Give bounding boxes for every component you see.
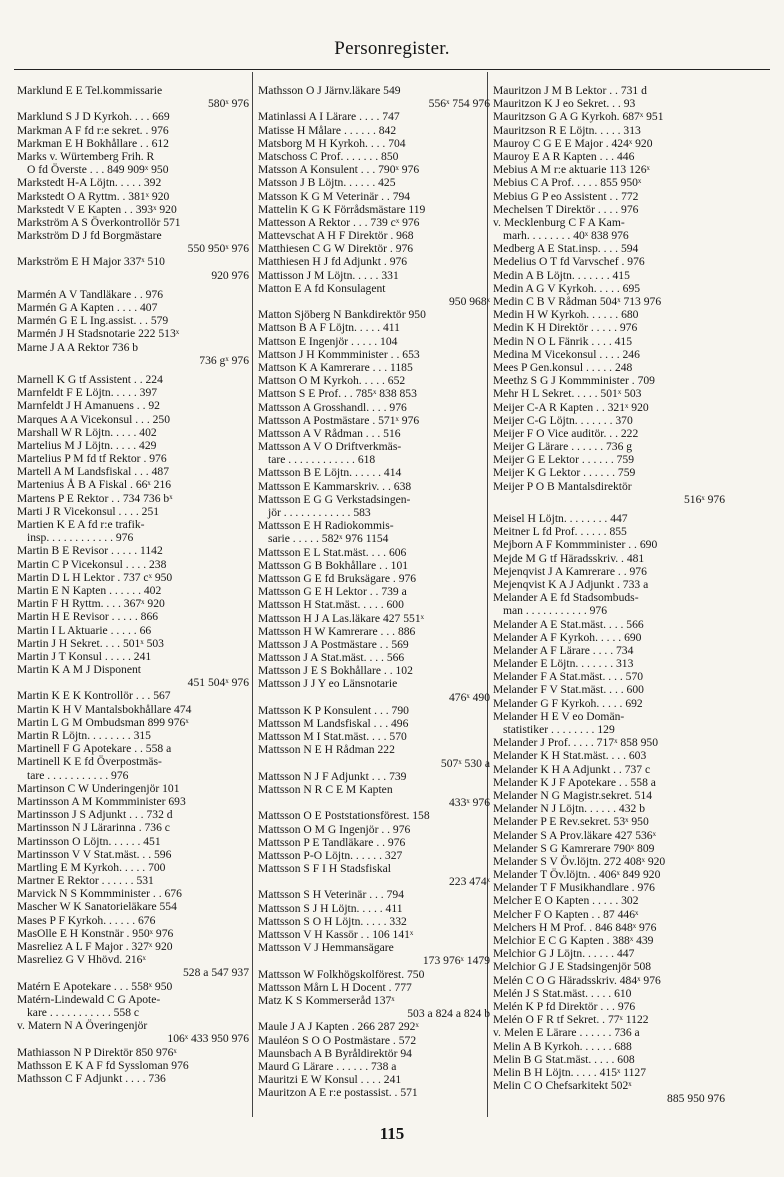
register-entry: Markström A S Överkontrollör 571 (17, 215, 181, 229)
register-entry: 950 968ˣ (448, 295, 490, 308)
register-entry: Meijer C-A R Kapten . . 321ˣ 920 (493, 400, 649, 414)
register-entry: Melchior G J Löjtn. . . . . . 447 (493, 947, 635, 961)
register-entry: Maunsbach A B Byråldirektör 94 (258, 1046, 412, 1060)
register-entry: Martelius P M fd tf Rektor . 976 (17, 452, 167, 466)
register-entry: Marmén G E L Ing.assist. . . 579 (17, 314, 169, 328)
register-entry: Medin A G V Kyrkoh. . . . . 695 (493, 281, 641, 295)
register-entry: marh. . . . . . . . 40ˣ 838 976 (503, 229, 629, 243)
register-entry: Melander H E V eo Domän- (493, 709, 625, 723)
register-entry: Martin J T Konsul . . . . . 241 (17, 649, 152, 663)
register-entry: Martin F H Ryttm. . . . 367ˣ 920 (17, 597, 165, 611)
register-entry: 528 a 547 937 (182, 966, 249, 980)
register-entry: Melander E Löjtn. . . . . . . 313 (493, 657, 634, 671)
register-entry: 507ˣ 530 a (440, 756, 490, 770)
register-entry: Mattsson G E H Lektor . . 739 a (258, 585, 407, 599)
register-entry: Martelius M J Löjtn. . . . . 429 (17, 438, 157, 452)
register-entry: Matérn E Apotekare . . . 558ˣ 950 (17, 979, 173, 993)
register-entry: Mattsson M I Stat.mäst. . . . 570 (258, 730, 407, 744)
register-entry: Meijer F O Vice auditör. . . 222 (493, 426, 639, 440)
register-entry: v. Matern N A Överingenjör (17, 1019, 148, 1033)
register-column-2 (258, 84, 496, 1099)
register-entry: Martell A M Landsfiskal . . . 487 (17, 465, 169, 479)
register-entry: Mattsson S H Veterinär . . . 794 (258, 888, 404, 902)
register-entry: Medelius O T fd Varvschef . 976 (493, 255, 645, 269)
register-entry: O fd Överste . . . 849 909ˣ 950 (27, 163, 169, 177)
register-entry: Mattsson K P Konsulent . . . 790 (258, 703, 409, 717)
register-entry: Martner E Rektor . . . . . . 531 (17, 874, 154, 888)
register-entry: tare . . . . . . . . . . . . 618 (268, 453, 376, 467)
register-entry: Marmén J H Stadsnotarie 222 513ˣ (17, 327, 180, 341)
register-entry: kare . . . . . . . . . . . 558 c (27, 1005, 140, 1019)
register-entry: Mattsson H J A Las.läkare 427 551ˣ (258, 611, 424, 625)
register-entry: Meitner L fd Prof. . . . . . 855 (493, 525, 627, 539)
register-entry: Mattsson E L Stat.mäst. . . . 606 (258, 545, 407, 559)
register-entry: Mejenqvist K A J Adjunkt . 733 a (493, 577, 649, 591)
register-entry: Mattsson H W Kamrerare . . . 886 (258, 624, 416, 638)
register-entry: Mebius C A Prof. . . . . 855 950ˣ (493, 176, 642, 190)
register-entry: Melander N J Löjtn. . . . . . 432 b (493, 802, 645, 816)
register-entry: Melander F V Stat.mäst. . . . 600 (493, 683, 644, 697)
register-entry: Mauritzon A E r:e postassist. . 571 (258, 1086, 418, 1100)
header-rule (14, 69, 770, 70)
register-entry: tare . . . . . . . . . . . 976 (27, 768, 129, 782)
register-entry: Mattsson B E Löjtn. . . . . . 414 (258, 466, 402, 480)
register-entry: Mathsson C F Adjunkt . . . . 736 (17, 1071, 166, 1085)
register-entry: Marmén G A Kapten . . . . 407 (17, 301, 158, 314)
register-entry: Mattson J H Kommminister . . 653 (258, 347, 420, 361)
register-entry: Meisel H Löjtn. . . . . . . . 447 (493, 512, 628, 525)
register-entry: Matz K S Kommerseråd 137ˣ (258, 993, 395, 1007)
register-entry: Martinsson N J Lärarinna . 736 c (17, 821, 170, 835)
register-entry: Matsson J B Löjtn. . . . . . 425 (258, 176, 396, 190)
register-entry: Matérn-Lindewald C G Apote- (17, 992, 161, 1006)
register-entry: Meijer C-G Löjtn. . . . . . . 370 (493, 413, 633, 427)
register-entry: Mattsson E H Radiokommis- (258, 519, 394, 533)
register-entry: Mauritzson G A G Kyrkoh. 687ˣ 951 (493, 110, 664, 124)
register-entry: Matschoss C Prof. . . . . . . 850 (258, 149, 399, 163)
register-entry: Markstedt O A Ryttm. . 381ˣ 920 (17, 189, 170, 203)
register-entry: Marmén A V Tandläkare . . 976 (17, 287, 164, 301)
register-entry: Melin B G Stat.mäst. . . . . 608 (493, 1052, 635, 1066)
register-entry: Martling E M Kyrkoh. . . . . 700 (17, 860, 166, 874)
register-entry: Melander S V Öv.löjtn. 272 408ˣ 920 (493, 854, 666, 868)
register-entry: Mattsson A Grosshandl. . . . 976 (258, 400, 407, 414)
register-entry: Mauritzon K J eo Sekret. . . 93 (493, 97, 636, 111)
register-entry: Matthiesen H J fd Adjunkt . 976 (258, 255, 408, 269)
register-entry: Mattsson P-O Löjtn. . . . . . 327 (258, 848, 403, 862)
register-entry: Martin B E Revisor . . . . . 1142 (17, 544, 163, 558)
register-entry: Melander N G Magistr.sekret. 514 (493, 788, 653, 802)
register-entry: Mattsson J E S Bokhållare . . 102 (258, 664, 413, 678)
register-entry: Mattsson E G G Verkstadsingen- (258, 492, 411, 506)
register-entry: Markman E H Bokhållare . . 612 (17, 136, 169, 150)
register-entry: Mattsson A V Rådman . . . 516 (258, 426, 401, 440)
register-entry: Meijer G E Lektor . . . . . . 759 (493, 453, 635, 467)
register-entry: Melander K H Stat.mäst. . . . 603 (493, 749, 647, 763)
register-entry: v. Melen E Lärare . . . . . . 736 a (493, 1026, 640, 1040)
register-entry: 223 474ˣ (448, 875, 490, 889)
register-entry: 516ˣ 976 (683, 492, 725, 506)
register-entry: Mattsson M Landsfiskal . . . 496 (258, 717, 409, 730)
register-entry: Mattson S E Prof. . . 785ˣ 838 853 (258, 387, 417, 401)
register-entry: Mattsson S F I H Stadsfiskal (258, 862, 392, 876)
register-entry: Meijer G Lärare . . . . . . 736 g (493, 440, 633, 454)
register-entry: Melchior E C G Kapten . 388ˣ 439 (493, 934, 654, 947)
register-entry: Melander S G Kamrerare 790ˣ 809 (493, 841, 655, 855)
register-entry: Melander K H A Adjunkt . . 737 c (493, 762, 651, 776)
register-entry: Martien K E A fd r:e trafik- (17, 518, 145, 531)
register-entry: Marti J R Vicekonsul . . . . 251 (17, 504, 160, 518)
register-entry: Martenius Å B A Fiskal . 66ˣ 216 (17, 478, 172, 492)
register-entry: Markman A F fd r:e sekret. . 976 (17, 123, 169, 137)
register-entry: Mattsson G E fd Bruksägare . 976 (258, 571, 417, 585)
register-entry: Mattsson E Kammarskriv. . . 638 (258, 479, 412, 493)
register-entry: Martin H E Revisor . . . . . 866 (17, 610, 159, 624)
page-number: 115 (379, 1124, 405, 1143)
register-entry: Mattsson A Postmästare . 571ˣ 976 (258, 413, 420, 427)
register-entry: Melander A F Kyrkoh. . . . . 690 (493, 630, 642, 644)
register-entry: Matton Sjöberg N Bankdirektör 950 (258, 308, 426, 322)
register-entry: 106ˣ 433 950 976 (167, 1032, 249, 1046)
register-entry: Marnfeldt F E Löjtn. . . . . 397 (17, 386, 158, 400)
register-entry: Medberg A E Stat.insp. . . . 594 (493, 242, 639, 256)
register-entry: Mattson K A Kamrerare . . . 1185 (258, 360, 413, 374)
register-entry: Martin E N Kapten . . . . . . 402 (17, 583, 162, 597)
register-entry: Marshall W R Löjtn. . . . . 402 (17, 425, 157, 439)
register-entry: Melén O F R tf Sekret. . 77ˣ 1122 (493, 1013, 649, 1027)
register-column-3 (493, 84, 731, 1105)
page-title: Personregister. (334, 38, 450, 59)
register-entry: Martin J H Sekret. . . . 501ˣ 503 (17, 636, 164, 650)
register-entry: Melin A B Kyrkoh. . . . . . 688 (493, 1039, 632, 1053)
register-entry: Martinson C W Underingenjör 101 (17, 781, 180, 795)
register-entry: Mejenqvist J A Kamrerare . . 976 (493, 564, 647, 578)
register-entry: Matton E A fd Konsulagent (258, 281, 386, 295)
register-entry: Melander T F Musikhandlare . 976 (493, 881, 655, 895)
register-entry: Martin R Löjtn. . . . . . . . 315 (17, 729, 151, 742)
register-entry: Mattsson G B Bokhållare . . 101 (258, 558, 409, 572)
register-entry: Mathiasson N P Direktör 850 976ˣ (17, 1045, 177, 1059)
register-entry: Mauroy C G E E Major . 424ˣ 920 (493, 136, 653, 150)
register-entry: Matthiesen C G W Direktör . 976 (258, 242, 414, 256)
register-entry: Marne J A A Rektor 736 b (17, 340, 139, 354)
register-entry: 451 504ˣ 976 (187, 676, 249, 690)
register-entry: Mauritzon J M B Lektor . . 731 d (493, 84, 647, 97)
register-entry: 550 950ˣ 976 (187, 242, 249, 256)
register-entry: 173 976ˣ 1479 (422, 954, 490, 968)
register-entry: Marnell K G tf Assistent . . 224 (17, 372, 163, 386)
register-entry: Mauroy E A R Kapten . . . 446 (493, 149, 635, 163)
register-entry: MasOlle E H Konstnär . 950ˣ 976 (17, 926, 174, 940)
register-entry: Mascher W K Sanatorieläkare 554 (17, 900, 177, 914)
register-entry: Medin H W Kyrkoh. . . . . . 680 (493, 308, 639, 322)
register-entry: Mattevschat A H F Direktör . 968 (258, 229, 414, 243)
register-entry: 556ˣ 754 976 (428, 97, 490, 111)
register-entry: Martin C P Vicekonsul . . . . 238 (17, 557, 167, 571)
register-entry: Markström E H Major 337ˣ 510 (17, 255, 165, 269)
register-entry: Mattsson V H Kassör . . 106 141ˣ (258, 928, 414, 941)
register-entry: Martinell K E fd Överpostmäs- (17, 755, 162, 769)
register-entry: Mattsson N J F Adjunkt . . . 739 (258, 769, 407, 783)
register-entry: Mebius A M r:e aktuarie 113 126ˣ (493, 163, 650, 177)
register-entry: Markström D J fd Borgmästare (17, 229, 162, 243)
register-entry: Mases P F Kyrkoh. . . . . . 676 (17, 913, 156, 927)
register-entry: sarie . . . . . 582ˣ 976 1154 (268, 532, 389, 546)
register-entry: Martin L G M Ombudsman 899 976ˣ (17, 715, 189, 729)
register-entry: Mechelsen T Direktör . . . . 976 (493, 202, 639, 216)
register-entry: Matisse H Målare . . . . . . 842 (258, 123, 397, 137)
register-entry: v. Mecklenburg C F A Kam- (493, 215, 625, 229)
register-entry: Matsson K G M Veterinär . . 794 (258, 189, 411, 203)
register-entry: Mattsson Mårn L H Docent . 777 (258, 980, 412, 994)
register-entry: Melander P E Rev.sekret. 53ˣ 950 (493, 815, 649, 829)
register-entry: 885 950 976 (667, 1092, 725, 1106)
register-entry: Mebius G P eo Assistent . . 772 (493, 189, 639, 203)
register-entry: Martens P E Rektor . . 734 736 bˣ (17, 491, 173, 505)
register-entry: Mattelin K G K Förrådsmästare 119 (258, 202, 426, 216)
register-entry: Medin C B V Rådman 504ˣ 713 976 (493, 295, 662, 308)
register-entry: Mattsson J J Y eo Länsnotarie (258, 677, 398, 691)
register-entry: Melander A E Stat.mäst. . . . 566 (493, 617, 644, 631)
register-entry: Mattsson S J H Löjtn. . . . . 411 (258, 901, 403, 915)
register-entry: Melander F A Stat.mäst. . . . 570 (493, 670, 644, 684)
register-entry: Markstedt H-A Löjtn. . . . . 392 (17, 176, 162, 190)
register-entry: Melander A E fd Stadsombuds- (493, 591, 639, 605)
register-entry: 736 gˣ 976 (199, 353, 249, 367)
register-entry: Marklund S J D Kyrkoh. . . . 669 (17, 110, 170, 124)
register-entry: Masreliez G V Hhövd. 216ˣ (17, 953, 146, 967)
register-entry: Martin K A M J Disponent (17, 663, 141, 677)
register-entry: Mattisson J M Löjtn. . . . . 331 (258, 268, 399, 282)
register-entry: Mattsson V J Hemmansägare (258, 941, 394, 955)
register-entry: Marklund E E Tel.kommissarie (17, 84, 163, 97)
register-entry: Melcher E O Kapten . . . . . 302 (493, 894, 639, 908)
register-entry: Medin A B Löjtn. . . . . . . 415 (493, 268, 630, 282)
register-entry: 580ˣ 976 (207, 97, 249, 111)
register-entry: Melcher F O Kapten . . 87 446ˣ (493, 907, 639, 921)
register-entry: Mattson E Ingenjör . . . . . 104 (258, 334, 398, 348)
register-entry: Mattsson J A Stat.mäst. . . . 566 (258, 651, 405, 665)
register-entry: Meijer P O B Mantalsdirektör (493, 479, 632, 493)
register-entry: Mauritzson R E Löjtn. . . . . 313 (493, 123, 641, 137)
register-entry: Mees P Gen.konsul . . . . . 248 (493, 360, 633, 374)
register-entry: Melander J Prof. . . . . 717ˣ 858 950 (493, 736, 659, 750)
register-entry: Medin N O L Fänrik . . . . 415 (493, 334, 633, 348)
register-entry: Mathsson E K A F fd Syssloman 976 (17, 1058, 189, 1072)
register-entry: Mattson O M Kyrkoh. . . . . 652 (258, 374, 406, 388)
register-entry: Matsborg M H Kyrkoh. . . . 704 (258, 136, 406, 150)
register-entry: 503 a 824 a 824 b (407, 1007, 490, 1021)
register-entry: Marvick N S Kommminister . . 676 (17, 887, 182, 901)
register-entry: Melin C O Chefsarkitekt 502ˣ (493, 1079, 632, 1093)
register-entry: Marnfeldt J H Amanuens . . 92 (17, 399, 160, 413)
register-entry: Maurd G Lärare . . . . . . 738 a (258, 1059, 397, 1073)
register-entry: Mattsson A V O Driftverkmäs- (258, 440, 402, 454)
register-entry: Mattsson W Folkhögskolförest. 750 (258, 967, 425, 981)
register-entry: Medina M Vicekonsul . . . . 246 (493, 347, 640, 361)
register-entry: Martin K H V Mantalsbokhållare 474 (17, 702, 192, 716)
register-entry: Mattson B A F Löjtn. . . . . 411 (258, 321, 400, 335)
register-entry: 920 976 (211, 268, 249, 282)
register-entry: Mejde M G tf Häradsskriv. . 481 (493, 551, 645, 565)
register-entry: Martin D L H Lektor . 737 cˣ 950 (17, 570, 173, 584)
register-entry: Melander S A Prov.läkare 427 536ˣ (493, 828, 656, 842)
register-entry: insp. . . . . . . . . . . . 976 (27, 531, 134, 545)
register-entry: Mattsson J A Postmästare . . 569 (258, 637, 409, 651)
register-entry: Martin I L Aktuarie . . . . . 66 (17, 623, 152, 637)
register-entry: Melén J S Stat.mäst. . . . . 610 (493, 986, 632, 1000)
register-entry: Mejborn A F Kommminister . . 690 (493, 538, 658, 552)
register-column-1 (17, 84, 255, 1085)
register-entry: Melin B H Löjtn. . . . . 415ˣ 1127 (493, 1065, 646, 1079)
register-entry: Mattsson O M G Ingenjör . . 976 (258, 822, 411, 836)
register-entry: Melander K J F Apotekare . . 558 a (493, 775, 656, 789)
register-entry: jör . . . . . . . . . . . . 583 (268, 506, 371, 519)
register-entry: Meijer K G Lektor . . . . . . 759 (493, 466, 636, 480)
register-entry: Mattsson N R C E M Kapten (258, 782, 393, 796)
register-entry: man . . . . . . . . . . . 976 (503, 604, 608, 618)
register-entry: Martin K E K Kontrollör . . . 567 (17, 689, 171, 703)
register-entry: Markstedt V E Kapten . . 393ˣ 920 (17, 202, 177, 216)
register-entry: Marques A A Vicekonsul . . . 250 (17, 412, 171, 426)
register-entry: Mattsson N E H Rådman 222 (258, 743, 395, 757)
register-entry: Melander T Öv.löjtn. . 406ˣ 849 920 (493, 868, 661, 882)
register-entry: Melander A F Lärare . . . . 734 (493, 643, 634, 657)
register-entry: Melchior G J E Stadsingenjör 508 (493, 960, 652, 974)
register-entry: Melén C O G Häradsskriv. 484ˣ 976 (493, 973, 661, 987)
register-entry: Melchers H M Prof. . 846 848ˣ 976 (493, 920, 657, 934)
register-entry: Masreliez A L F Major . 327ˣ 920 (17, 940, 173, 953)
register-entry: 433ˣ 976 (448, 796, 490, 810)
register-entry: 476ˣ 490 (448, 690, 490, 704)
register-entry: Martinsson A M Kommminister 693 (17, 794, 186, 808)
register-entry: Melander G F Kyrkoh. . . . . 692 (493, 696, 643, 710)
register-entry: Meethz S G J Kommminister . 709 (493, 374, 655, 388)
register-entry: statistiker . . . . . . . . 129 (503, 723, 615, 736)
register-entry: Mathsson O J Järnv.läkare 549 (258, 84, 401, 97)
register-entry: Marks v. Würtemberg Frih. R (17, 149, 155, 163)
register-entry: Melén K P fd Direktör . . . 976 (493, 999, 636, 1013)
register-entry: Mattsson S O H Löjtn. . . . . 332 (258, 914, 407, 928)
register-entry: Mattsson O E Poststationsförest. 158 (258, 809, 430, 823)
register-entry: Mehr H L Sekret. . . . . 501ˣ 503 (493, 387, 642, 401)
register-entry: Martinsson V V Stat.mäst. . . 596 (17, 847, 172, 861)
register-entry: Martinsson J S Adjunkt . . . 732 d (17, 808, 173, 822)
register-entry: Medin K H Direktör . . . . . 976 (493, 321, 638, 335)
register-entry: Mattsson P E Tandläkare . . 976 (258, 835, 406, 849)
register-entry: Maule J A J Kapten . 266 287 292ˣ (258, 1020, 419, 1034)
register-entry: Matinlassi A I Lärare . . . . 747 (258, 110, 400, 124)
register-entry: Mattesson A Rektor . . . 739 cˣ 976 (258, 215, 420, 229)
register-entry: Mauritzi E W Konsul . . . . 241 (258, 1073, 402, 1087)
register-entry: Matsson A Konsulent . . . 790ˣ 976 (258, 163, 420, 177)
register-entry: Mauléon S O O Postmästare . 572 (258, 1033, 417, 1047)
register-entry: Martinsson O Löjtn. . . . . . 451 (17, 834, 161, 848)
register-entry: Martinell F G Apotekare . . 558 a (17, 742, 172, 756)
register-entry: Mattsson H Stat.mäst. . . . . 600 (258, 598, 404, 612)
